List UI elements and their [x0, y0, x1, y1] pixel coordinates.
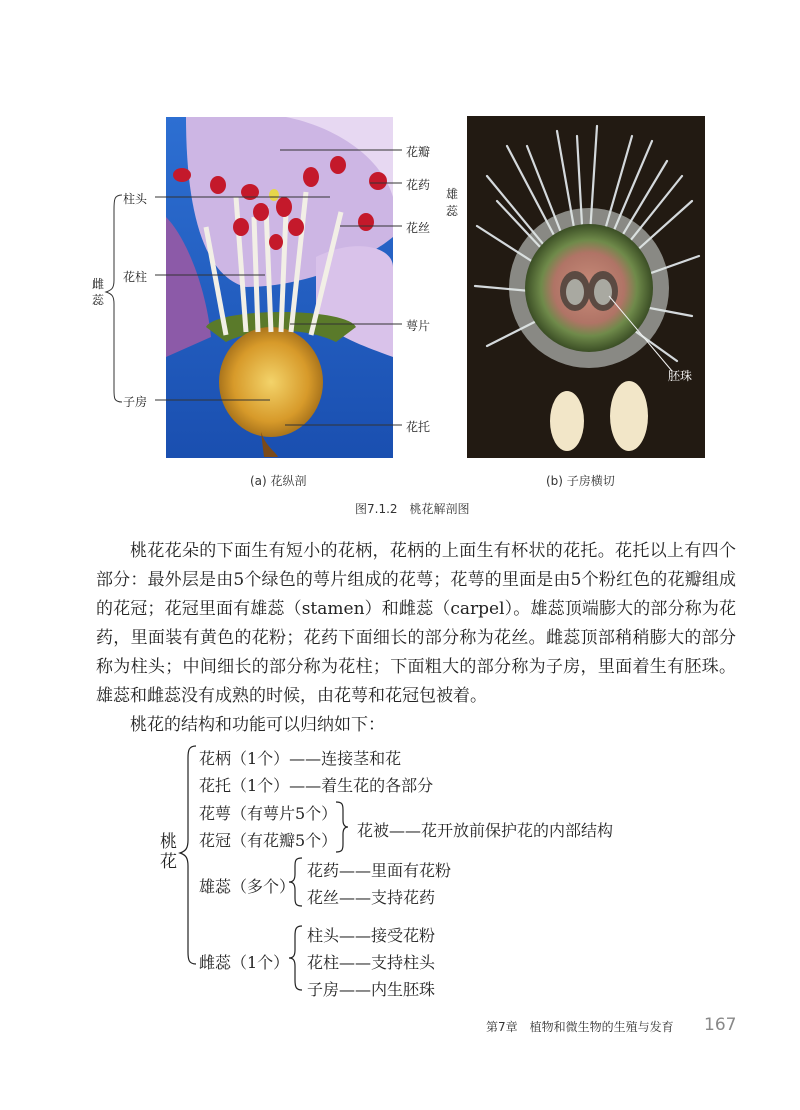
label-pistil: 雌蕊 [92, 277, 105, 307]
label-receptacle: 花托 [406, 420, 431, 434]
body-text [96, 537, 736, 740]
label-stamen: 雄蕊 [446, 187, 459, 218]
label-anther: 花药 [406, 178, 431, 192]
tree-anther: 花药——里面有花粉 [307, 861, 452, 880]
label-style: 花柱 [123, 270, 148, 284]
caption-a: (a) 花纵剖 [250, 474, 307, 488]
caption-b: (b) 子房横切 [546, 474, 615, 488]
tree-pedicel: 花柄（1个）——连接茎和花 [199, 749, 402, 768]
page-number: 167 [704, 1015, 737, 1035]
tree-corolla: 花冠（有花瓣5个） [199, 831, 338, 850]
tree-receptacle: 花托（1个）——着生花的各部分 [199, 776, 434, 795]
tree-calyx: 花萼（有萼片5个） [199, 804, 338, 823]
label-petal: 花瓣 [406, 145, 431, 159]
tree-filament: 花丝——支持花药 [307, 888, 436, 907]
label-ovary: 子房 [123, 395, 148, 409]
label-ovule: 胚珠 [668, 369, 693, 383]
label-stigma: 柱头 [123, 192, 148, 206]
tree-ovary: 子房——内生胚珠 [307, 980, 436, 999]
tree-pistil: 雌蕊（1个） [199, 953, 290, 972]
label-filament: 花丝 [406, 221, 431, 235]
tree-perianth: 花被——花开放前保护花的内部结构 [357, 821, 614, 840]
footer-chapter: 第7章 植物和微生物的生殖与发育 [486, 1020, 674, 1034]
tree-stigma: 柱头——接受花粉 [307, 926, 436, 945]
tree-style: 花柱——支持柱头 [307, 953, 436, 972]
figure-caption: 图7.1.2 桃花解剖图 [355, 502, 470, 516]
tree-root: 桃花 [160, 832, 177, 872]
paragraph-1: 桃花花朵的下面生有短小的花柄，花柄的上面生有杯状的花托。花托以上有四个部分：最外层是由5个绿色的萼片组成的花萼；花萼的里面是由5个粉红色的花瓣组成的花冠；花冠里面有雄蕊（stamen）和雌蕊（carpel）。雄蕊顶端膨大的部分称为花药，里面装有黄色的花粉；花药下面细长的部分称为花丝。雌蕊顶部稍稍膨大的部分称为柱头；中间细长的部分称为花柱；下面粗大的部分称为子房，里面着生有胚珠。雄蕊和雌蕊没有成熟的时候，由花萼和花冠包被着。 [96, 541, 736, 706]
paragraph-2: 桃花的结构和功能可以归纳如下： [130, 715, 385, 735]
figure-a-leader-lines [100, 140, 430, 440]
tree-stamen: 雄蕊（多个） [199, 877, 296, 896]
figure-b-photo [467, 116, 705, 458]
label-sepal: 萼片 [406, 319, 431, 333]
